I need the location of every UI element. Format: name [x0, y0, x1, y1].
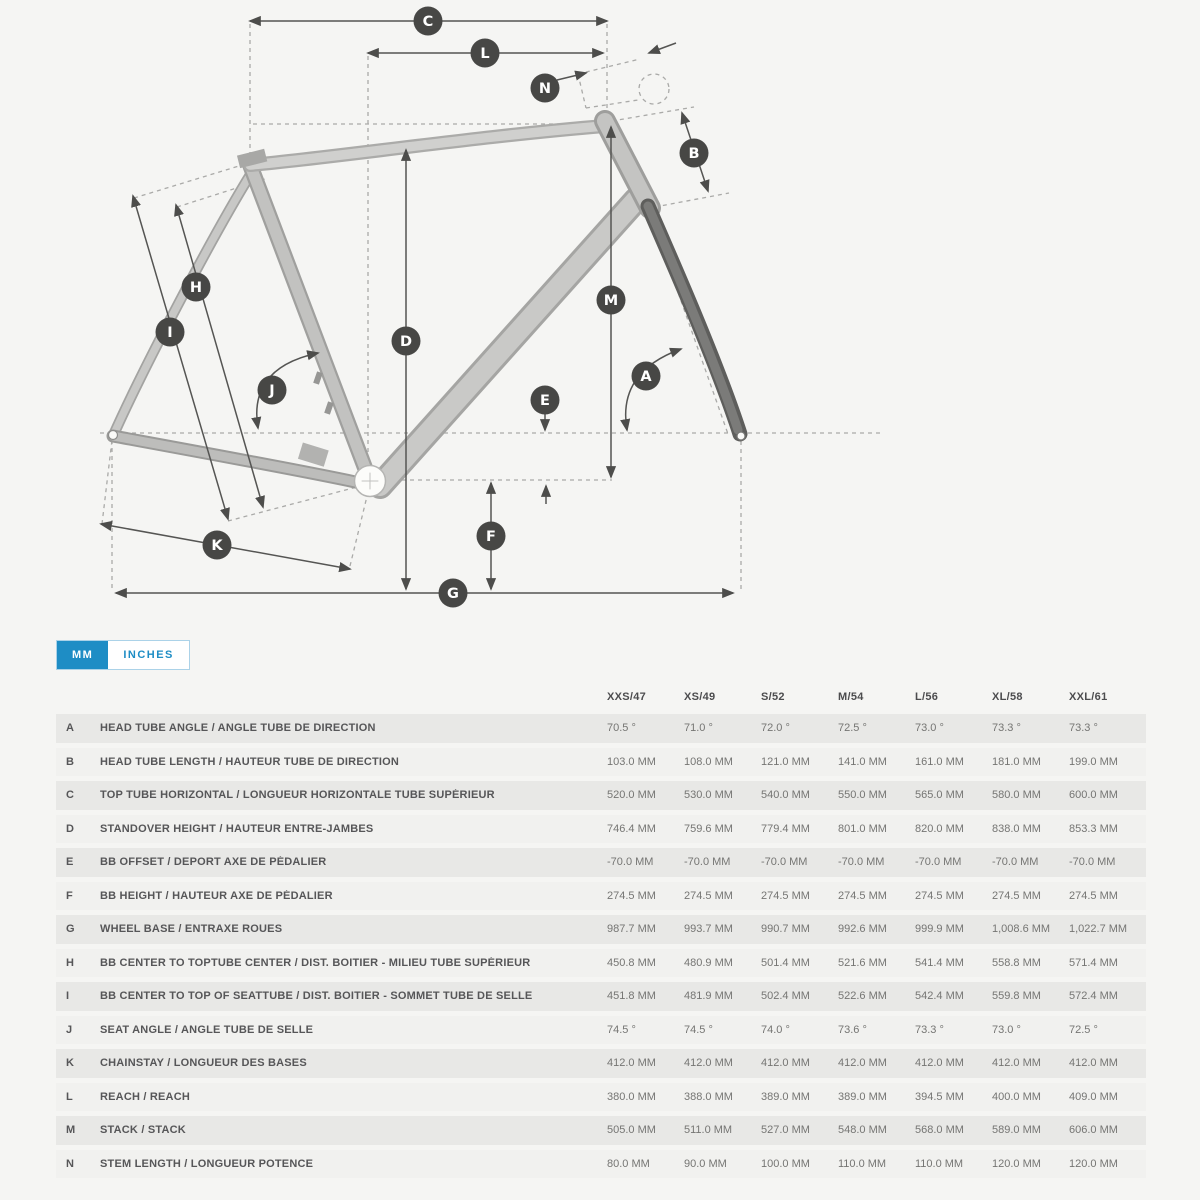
row-label: BB OFFSET / DEPORT AXE DE PÉDALIER — [100, 856, 327, 869]
row-label: BB CENTER TO TOPTUBE CENTER / DIST. BOITIER - MILIEU TUBE SUPÉRIEUR — [100, 956, 531, 969]
value-cell: 161.0 MM — [915, 755, 964, 768]
value-cell: 820.0 MM — [915, 822, 964, 835]
table-row — [56, 815, 1146, 844]
row-letter: M — [66, 1124, 76, 1137]
value-cell: 558.8 MM — [992, 956, 1041, 969]
row-label: REACH / REACH — [100, 1090, 190, 1103]
row-label: STANDOVER HEIGHT / HAUTEUR ENTRE-JAMBES — [100, 822, 374, 835]
value-cell: 568.0 MM — [915, 1124, 964, 1137]
size-column-header: M/54 — [838, 691, 864, 703]
geometry-table-header — [56, 684, 1146, 710]
value-cell: 412.0 MM — [1069, 1057, 1118, 1070]
badge-i — [156, 318, 185, 347]
row-letter: B — [66, 755, 74, 768]
value-cell: 571.4 MM — [1069, 956, 1118, 969]
row-label: BB CENTER TO TOP OF SEATTUBE / DIST. BOITIER - SOMMET TUBE DE SELLE — [100, 990, 533, 1003]
value-cell: 548.0 MM — [838, 1124, 887, 1137]
badge-m — [597, 286, 626, 315]
value-cell: 389.0 MM — [761, 1090, 810, 1103]
value-cell: 74.5 ° — [607, 1023, 636, 1036]
unit-controls — [56, 640, 1200, 670]
value-cell: 181.0 MM — [992, 755, 1041, 768]
value-cell: 853.3 MM — [1069, 822, 1118, 835]
row-letter: E — [66, 856, 74, 869]
value-cell: 505.0 MM — [607, 1124, 656, 1137]
value-cell: 450.8 MM — [607, 956, 656, 969]
row-letter: F — [66, 889, 73, 902]
row-label: CHAINSTAY / LONGUEUR DES BASES — [100, 1057, 307, 1070]
badge-c — [414, 7, 443, 36]
row-letter: L — [66, 1090, 73, 1103]
value-cell: 274.5 MM — [992, 889, 1041, 902]
value-cell: 389.0 MM — [838, 1090, 887, 1103]
table-row — [56, 781, 1146, 810]
stem-outline-bottom — [586, 100, 638, 108]
value-cell: 480.9 MM — [684, 956, 733, 969]
value-cell: 110.0 MM — [915, 1157, 964, 1170]
value-cell: 90.0 MM — [684, 1157, 727, 1170]
svg-text:K: K — [211, 538, 223, 554]
value-cell: 779.4 MM — [761, 822, 810, 835]
value-cell: 74.0 ° — [761, 1023, 790, 1036]
value-cell: 412.0 MM — [992, 1057, 1041, 1070]
row-label: STACK / STACK — [100, 1124, 186, 1137]
value-cell: 801.0 MM — [838, 822, 887, 835]
row-label: HEAD TUBE LENGTH / HAUTEUR TUBE DE DIRECTION — [100, 755, 400, 768]
row-label: BB HEIGHT / HAUTEUR AXE DE PÉDALIER — [100, 889, 333, 902]
svg-text:F: F — [486, 529, 496, 545]
value-cell: 70.5 ° — [607, 722, 636, 735]
svg-text:N: N — [538, 81, 552, 97]
value-cell: 759.6 MM — [684, 822, 733, 835]
value-cell: 580.0 MM — [992, 789, 1041, 802]
table-row — [56, 1083, 1146, 1112]
value-cell: 274.5 MM — [607, 889, 656, 902]
inches-button[interactable]: INCHES — [108, 641, 189, 669]
value-cell: -70.0 MM — [992, 856, 1039, 869]
value-cell: 103.0 MM — [607, 755, 656, 768]
svg-text:J: J — [269, 383, 275, 399]
value-cell: 521.6 MM — [838, 956, 887, 969]
table-row — [56, 982, 1146, 1011]
value-cell: 199.0 MM — [1069, 755, 1118, 768]
svg-text:M: M — [603, 293, 619, 309]
size-column-header: XXS/47 — [607, 691, 647, 703]
value-cell: 746.4 MM — [607, 822, 656, 835]
value-cell: 541.4 MM — [915, 956, 964, 969]
svg-text:D: D — [399, 334, 413, 350]
derailleur-mount-plate — [298, 443, 329, 467]
row-letter: K — [66, 1057, 74, 1070]
unit-toggle — [56, 640, 190, 670]
value-cell: 992.6 MM — [838, 923, 887, 936]
value-cell: 451.8 MM — [607, 990, 656, 1003]
value-cell: -70.0 MM — [761, 856, 808, 869]
row-letter: I — [66, 990, 70, 1003]
value-cell: 511.0 MM — [684, 1124, 733, 1137]
size-column-header: XS/49 — [684, 691, 716, 703]
value-cell: 990.7 MM — [761, 923, 810, 936]
value-cell: -70.0 MM — [607, 856, 654, 869]
stem-clamp-outline — [639, 74, 669, 104]
value-cell: 589.0 MM — [992, 1124, 1041, 1137]
value-cell: 72.5 ° — [1069, 1023, 1098, 1036]
value-cell: 993.7 MM — [684, 923, 733, 936]
value-cell: 520.0 MM — [607, 789, 656, 802]
svg-text:I: I — [167, 325, 173, 341]
value-cell: 501.4 MM — [761, 956, 810, 969]
value-cell: -70.0 MM — [684, 856, 731, 869]
bottle-boss-lower — [324, 401, 334, 414]
value-cell: 388.0 MM — [684, 1090, 733, 1103]
value-cell: 120.0 MM — [992, 1157, 1041, 1170]
value-cell: 394.5 MM — [915, 1090, 964, 1103]
value-cell: 71.0 ° — [684, 722, 713, 735]
value-cell: 999.9 MM — [915, 923, 964, 936]
table-row — [56, 949, 1146, 978]
value-cell: 542.4 MM — [915, 990, 964, 1003]
table-row — [56, 748, 1146, 777]
dimension-badges — [156, 7, 709, 608]
value-cell: 274.5 MM — [1069, 889, 1118, 902]
value-cell: 550.0 MM — [838, 789, 887, 802]
value-cell: 502.4 MM — [761, 990, 810, 1003]
row-letter: D — [66, 822, 74, 835]
value-cell: -70.0 MM — [1069, 856, 1116, 869]
badge-a — [632, 362, 661, 391]
value-cell: 120.0 MM — [1069, 1157, 1118, 1170]
value-cell: 600.0 MM — [1069, 789, 1118, 802]
size-column-header: S/52 — [761, 691, 785, 703]
fork-blade — [648, 206, 740, 434]
stem-outline-top — [578, 59, 640, 74]
value-cell: 572.4 MM — [1069, 990, 1118, 1003]
badge-d — [392, 327, 421, 356]
value-cell: 380.0 MM — [607, 1090, 656, 1103]
value-cell: 412.0 MM — [607, 1057, 656, 1070]
value-cell: 121.0 MM — [761, 755, 810, 768]
svg-text:L: L — [480, 46, 490, 62]
value-cell: 108.0 MM — [684, 755, 733, 768]
geometry-table — [56, 684, 1146, 1178]
row-label: HEAD TUBE ANGLE / ANGLE TUBE DE DIRECTION — [100, 722, 376, 735]
svg-text:B: B — [688, 146, 700, 162]
dimension-lines — [101, 21, 733, 593]
value-cell: 606.0 MM — [1069, 1124, 1118, 1137]
badge-f — [477, 522, 506, 551]
value-cell: 838.0 MM — [992, 822, 1041, 835]
value-cell: -70.0 MM — [915, 856, 962, 869]
value-cell: 400.0 MM — [992, 1090, 1041, 1103]
value-cell: 1,022.7 MM — [1069, 923, 1128, 936]
size-column-header: XL/58 — [992, 691, 1023, 703]
table-row — [56, 1016, 1146, 1045]
row-letter: N — [66, 1157, 74, 1170]
table-row — [56, 848, 1146, 877]
row-letter: A — [66, 722, 74, 735]
row-letter: H — [66, 956, 74, 969]
table-row — [56, 915, 1146, 944]
size-column-header: XXL/61 — [1069, 691, 1108, 703]
svg-text:H: H — [189, 280, 203, 296]
b-bottom-extension — [655, 193, 729, 207]
table-row — [56, 882, 1146, 911]
value-cell: 274.5 MM — [684, 889, 733, 902]
table-row — [56, 1116, 1146, 1145]
value-cell: 412.0 MM — [684, 1057, 733, 1070]
value-cell: 522.6 MM — [838, 990, 887, 1003]
value-cell: 274.5 MM — [838, 889, 887, 902]
front-dropout — [737, 432, 745, 440]
badge-e — [531, 386, 560, 415]
row-label: WHEEL BASE / ENTRAXE ROUES — [100, 923, 283, 936]
size-column-header: L/56 — [915, 691, 939, 703]
badge-n — [531, 74, 560, 103]
badge-b — [680, 139, 709, 168]
row-letter: G — [66, 923, 75, 936]
badge-j — [258, 376, 287, 405]
bottle-boss-upper — [313, 371, 323, 384]
value-cell: 1,008.6 MM — [992, 923, 1051, 936]
value-cell: 80.0 MM — [607, 1157, 650, 1170]
value-cell: 74.5 ° — [684, 1023, 713, 1036]
top-tube — [250, 126, 605, 165]
table-row — [56, 1049, 1146, 1078]
value-cell: 73.6 ° — [838, 1023, 867, 1036]
dim-a-head-angle-arc — [626, 349, 681, 430]
dim-n-stem-upper-arrow — [649, 43, 676, 53]
badge-k — [203, 531, 232, 560]
value-cell: -70.0 MM — [838, 856, 885, 869]
value-cell: 73.3 ° — [1069, 722, 1098, 735]
value-cell: 110.0 MM — [838, 1157, 887, 1170]
value-cell: 530.0 MM — [684, 789, 733, 802]
svg-text:E: E — [540, 393, 550, 409]
value-cell: 73.0 ° — [915, 722, 944, 735]
value-cell: 100.0 MM — [761, 1157, 810, 1170]
svg-text:A: A — [640, 369, 652, 385]
value-cell: 72.5 ° — [838, 722, 867, 735]
badge-h — [182, 273, 211, 302]
geometry-table-rows — [56, 714, 1146, 1178]
value-cell: 987.7 MM — [607, 923, 656, 936]
mm-button[interactable]: MM — [57, 641, 108, 669]
dim-n-stem-lower-arrow — [557, 73, 586, 80]
value-cell: 412.0 MM — [761, 1057, 810, 1070]
hi-bottom-connector — [228, 483, 372, 521]
rear-dropout — [109, 431, 118, 440]
value-cell: 559.8 MM — [992, 990, 1041, 1003]
construction-lines — [100, 24, 880, 591]
value-cell: 527.0 MM — [761, 1124, 810, 1137]
row-letter: C — [66, 789, 74, 802]
row-label: STEM LENGTH / LONGUEUR POTENCE — [100, 1157, 314, 1170]
value-cell: 141.0 MM — [838, 755, 887, 768]
row-label: SEAT ANGLE / ANGLE TUBE DE SELLE — [100, 1023, 314, 1036]
svg-text:C: C — [422, 14, 434, 30]
value-cell: 274.5 MM — [915, 889, 964, 902]
value-cell: 540.0 MM — [761, 789, 810, 802]
value-cell: 72.0 ° — [761, 722, 790, 735]
value-cell: 73.3 ° — [915, 1023, 944, 1036]
value-cell: 481.9 MM — [684, 990, 733, 1003]
value-cell: 409.0 MM — [1069, 1090, 1118, 1103]
badge-l — [471, 39, 500, 68]
table-row — [56, 1150, 1146, 1179]
value-cell: 412.0 MM — [915, 1057, 964, 1070]
value-cell: 73.3 ° — [992, 722, 1021, 735]
value-cell: 274.5 MM — [761, 889, 810, 902]
row-letter: J — [66, 1023, 73, 1036]
svg-text:G: G — [447, 586, 459, 602]
stem-outline-left — [578, 74, 586, 108]
badge-g — [439, 579, 468, 608]
value-cell: 73.0 ° — [992, 1023, 1021, 1036]
value-cell: 412.0 MM — [838, 1057, 887, 1070]
row-label: TOP TUBE HORIZONTAL / LONGUEUR HORIZONTALE TUBE SUPÉRIEUR — [100, 789, 495, 802]
k-left-connector — [102, 440, 112, 524]
table-row — [56, 714, 1146, 743]
value-cell: 565.0 MM — [915, 789, 964, 802]
